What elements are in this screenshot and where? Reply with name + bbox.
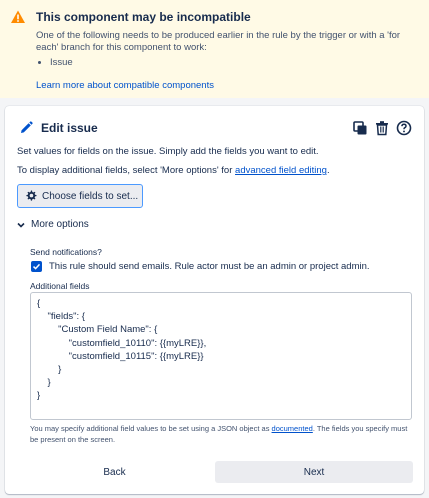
card-header xyxy=(17,118,412,138)
warning-title: This component may be incompatible xyxy=(36,10,251,24)
choose-fields-button[interactable] xyxy=(17,184,143,208)
choose-fields-label: Choose fields to set... xyxy=(42,190,139,202)
additional-fields-json-input[interactable]: { "fields": { "Custom Field Name": { "customfield_10110": {{myLRE}}, "customfield_10115": {{myLRE}} } } } xyxy=(30,292,412,420)
edit-issue-description: Set values for fields on the issue. Simply add the fields you want to edit. xyxy=(17,146,319,157)
advanced-field-editing-link[interactable]: advanced field editing xyxy=(235,165,327,176)
help-text-prefix: You may specify additional field values to be set using a JSON object as xyxy=(30,424,272,433)
next-button[interactable]: Next xyxy=(215,461,413,483)
more-options-toggle[interactable] xyxy=(17,219,89,230)
warning-body xyxy=(36,30,419,92)
advanced-editing-hint-text: To display additional fields, select 'More options' for xyxy=(17,165,236,176)
send-emails-checkbox[interactable] xyxy=(31,261,42,272)
trash-icon[interactable] xyxy=(374,120,390,136)
pencil-icon xyxy=(17,119,35,137)
additional-fields-label: Additional fields xyxy=(30,281,90,291)
warning-requirements-list xyxy=(50,57,419,69)
chevron-down-icon xyxy=(17,221,25,229)
back-button[interactable]: Back xyxy=(22,461,207,483)
incompatible-warning-banner xyxy=(0,0,429,98)
advanced-editing-hint-period: . xyxy=(326,165,330,176)
documented-link[interactable]: documented xyxy=(271,424,313,433)
warning-icon xyxy=(10,9,26,25)
send-emails-label: This rule should send emails. Rule actor must be an admin or project admin. xyxy=(49,261,370,272)
edit-issue-card xyxy=(5,106,424,494)
warning-message: One of the following needs to be produced earlier in the rule by the trigger or with a 'for each' branch for this component to work: xyxy=(36,30,401,53)
card-title: Edit issue xyxy=(41,121,98,135)
help-icon[interactable] xyxy=(396,120,412,136)
additional-fields-help xyxy=(30,424,415,445)
warning-header xyxy=(10,9,419,25)
learn-more-link[interactable]: Learn more about compatible components xyxy=(36,80,214,91)
advanced-editing-hint xyxy=(17,165,330,176)
duplicate-icon[interactable] xyxy=(352,120,368,136)
send-notifications-label: Send notifications? xyxy=(30,247,102,257)
send-notifications-row xyxy=(31,261,370,272)
card-actions xyxy=(352,120,412,136)
warning-requirement-item: • Issue xyxy=(50,57,419,69)
gear-icon xyxy=(25,190,37,202)
more-options-label: More options xyxy=(31,219,89,230)
help-text-suffix: . The fields you specify must be present on the screen. xyxy=(30,424,408,444)
